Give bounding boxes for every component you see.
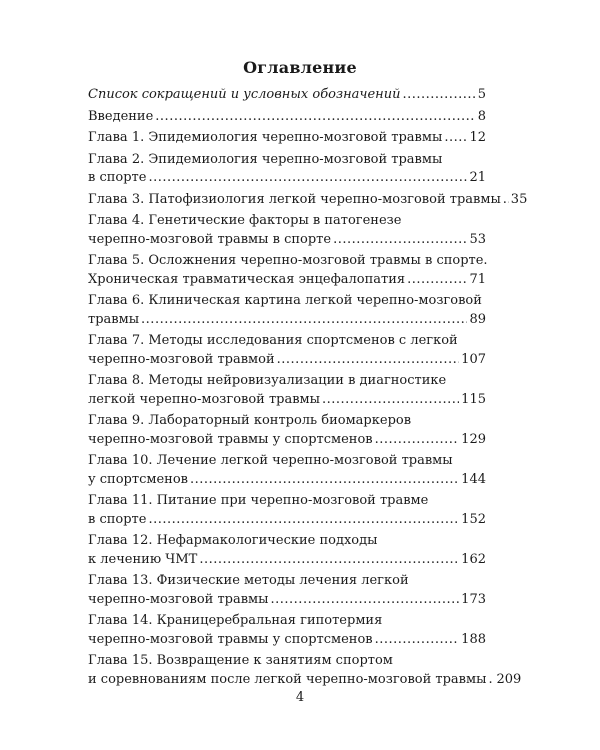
toc-page-number: 5: [477, 87, 486, 102]
toc-entry: [88, 129, 486, 148]
toc-entry-line: [88, 191, 528, 210]
toc-entry-line: [88, 351, 486, 370]
toc-entry-text: травмы: [88, 311, 140, 327]
toc-entry-line: [88, 151, 486, 170]
toc-entry-text: Глава 11. Питание при черепно-мозговой травме: [88, 493, 429, 508]
toc-entry: [88, 332, 486, 369]
toc-entry: [88, 412, 486, 449]
toc-entry-text: Глава 2. Эпидемиология черепно-мозговой травмы: [88, 151, 443, 167]
toc-entry-line: [88, 431, 486, 450]
table-of-contents: [88, 86, 528, 692]
toc-entry: [88, 252, 486, 289]
toc-entry-text: черепно-мозговой травмы в спорте: [88, 231, 332, 247]
toc-entry-text: Введение: [88, 108, 154, 124]
toc-entry-line: [88, 169, 486, 188]
toc-entry-text: Глава 8. Методы нейровизуализации в диагностике: [88, 373, 447, 388]
toc-entry-line: [88, 612, 486, 631]
toc-page-number: 107: [461, 351, 486, 367]
toc-entry-text: черепно-мозговой травмы у спортсменов: [88, 631, 373, 647]
toc-entry-line: [88, 551, 486, 570]
toc-page-number: 152: [461, 511, 486, 527]
toc-entry-text: Глава 7. Методы исследования спортсменов с легкой: [88, 333, 458, 348]
toc-entry-text: черепно-мозговой травмой: [88, 351, 275, 367]
toc-entry: [88, 151, 486, 188]
toc-entry-line: [88, 231, 486, 250]
toc-entry-text: черепно-мозговой травмы у спортсменов: [88, 431, 373, 447]
toc-dot-leader: [322, 391, 459, 410]
toc-dot-leader: [141, 311, 467, 330]
toc-entry-line: [88, 391, 486, 410]
toc-entry-line: [88, 252, 486, 271]
toc-entry-text: в спорте: [88, 170, 147, 185]
page-number: 4: [295, 690, 305, 705]
toc-entry-line: [88, 452, 486, 471]
toc-entry-line: [88, 591, 486, 610]
toc-entry-text: черепно-мозговой травмы: [88, 591, 269, 607]
toc-page-number: 129: [461, 431, 486, 447]
toc-entry-line: [88, 671, 522, 690]
toc-dot-leader: [148, 169, 467, 188]
toc-entry-text: Глава 13. Физические методы лечения легкой: [88, 573, 409, 588]
toc-page-number: 21: [469, 170, 486, 185]
toc-entry-text: к лечению ЧМТ: [88, 551, 198, 567]
toc-entry-text: Глава 9. Лабораторный контроль биомаркеров: [88, 413, 412, 428]
toc-entry: [88, 191, 528, 210]
toc-entry-line: [88, 511, 486, 530]
toc-entry-line: [88, 311, 486, 330]
toc-page-number: 209: [496, 671, 522, 687]
toc-page-number: 188: [461, 631, 486, 647]
toc-page-number: 53: [469, 231, 486, 247]
toc-dot-leader: [155, 108, 475, 127]
toc-dot-leader: [375, 431, 460, 450]
toc-dot-leader: [488, 671, 494, 690]
toc-entry: [88, 86, 486, 105]
toc-page-number: 115: [461, 391, 486, 407]
toc-dot-leader: [407, 271, 467, 290]
toc-entry: [88, 492, 486, 529]
toc-dot-leader: [402, 86, 475, 105]
toc-entry: [88, 292, 486, 329]
toc-entry-line: [88, 572, 486, 591]
toc-entry-line: [88, 86, 486, 105]
toc-entry: [88, 212, 486, 249]
toc-entry-text: Глава 6. Клиническая картина легкой черепно-мозговой: [88, 293, 482, 308]
toc-entry-text: Глава 14. Краницеребральная гипотермия: [88, 613, 383, 628]
toc-entry-line: [88, 372, 486, 391]
toc-page-number: 173: [461, 591, 486, 607]
toc-entry-text: Глава 5. Осложнения черепно-мозговой травмы в спорте.: [88, 253, 488, 268]
toc-dot-leader: [503, 191, 509, 210]
toc-entry-line: [88, 631, 486, 650]
toc-entry-line: [88, 212, 486, 231]
toc-entry-text: Глава 15. Возвращение к занятиям спортом: [88, 653, 393, 668]
toc-entry: [88, 452, 486, 489]
toc-dot-leader: [271, 591, 460, 610]
toc-entry-text: Глава 3. Патофизиология легкой черепно-мозговой травмы: [88, 191, 501, 207]
toc-entry: [88, 532, 486, 569]
toc-dot-leader: [199, 551, 459, 570]
toc-dot-leader: [444, 129, 467, 148]
toc-dot-leader: [333, 231, 467, 250]
toc-entry: [88, 572, 486, 609]
toc-entry: [88, 372, 486, 409]
page-title: Оглавление: [243, 58, 357, 77]
toc-entry-text: Глава 12. Нефармакологические подходы: [88, 533, 378, 548]
toc-entry: [88, 612, 486, 649]
toc-page-number: 8: [477, 108, 486, 124]
toc-page-number: 162: [461, 551, 486, 567]
toc-entry-line: [88, 652, 486, 671]
toc-entry-text: Хроническая травматическая энцефалопатия: [88, 271, 406, 287]
toc-entry-text: в спорте: [88, 511, 147, 527]
toc-entry-line: [88, 492, 486, 511]
toc-entry: [88, 652, 522, 689]
toc-page-number: 89: [469, 311, 486, 327]
toc-entry-text: Список сокращений и условных обозначений: [88, 87, 401, 102]
toc-entry-line: [88, 292, 486, 311]
toc-page-number: 12: [469, 130, 486, 145]
toc-entry-line: [88, 471, 486, 490]
toc-page-number: 35: [510, 191, 528, 207]
toc-entry-line: [88, 332, 486, 351]
toc-entry-line: [88, 271, 486, 290]
toc-entry: [88, 108, 486, 127]
toc-entry-text: Глава 1. Эпидемиология черепно-мозговой травмы: [88, 130, 443, 145]
toc-entry-text: у спортсменов: [88, 471, 188, 487]
toc-entry-text: Глава 4. Генетические факторы в патогенезе: [88, 213, 402, 228]
toc-entry-line: [88, 129, 486, 148]
toc-dot-leader: [375, 631, 460, 650]
toc-entry-line: [88, 532, 486, 551]
toc-entry-line: [88, 108, 486, 127]
toc-dot-leader: [190, 471, 459, 490]
toc-page-number: 144: [461, 471, 486, 487]
toc-page-number: 71: [469, 271, 486, 287]
toc-entry-text: легкой черепно-мозговой травмы: [88, 391, 321, 407]
toc-entry-text: Глава 10. Лечение легкой черепно-мозговой травмы: [88, 453, 453, 468]
toc-entry-text: и соревнованиям после легкой черепно-мозговой травмы: [88, 671, 487, 687]
toc-entry-line: [88, 412, 486, 431]
toc-dot-leader: [148, 511, 459, 530]
toc-dot-leader: [277, 351, 460, 370]
